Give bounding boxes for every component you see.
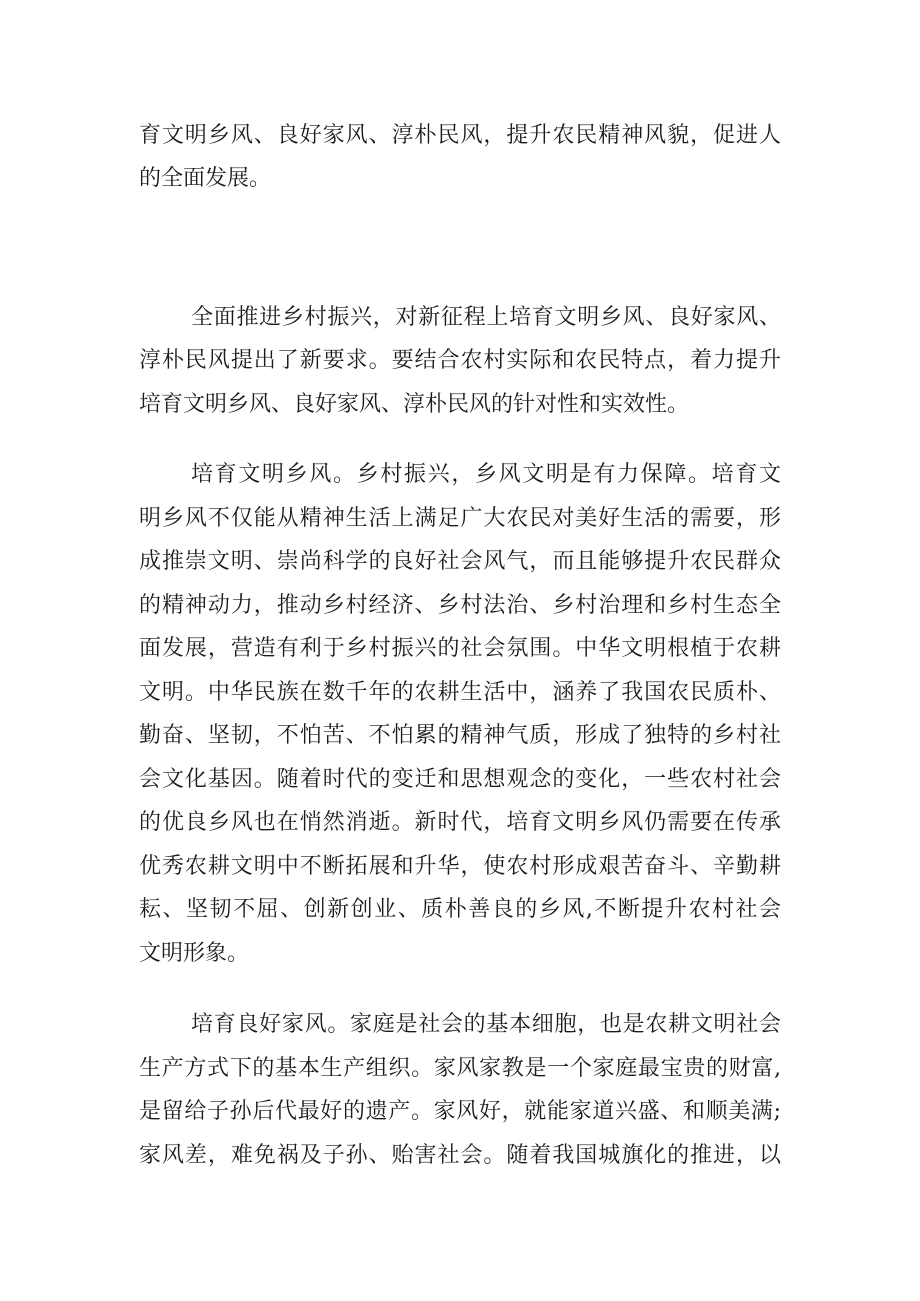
paragraph-3-line-3: 成推崇文明、崇尚科学的良好社会风气，而且能够提升农民群众 (139, 549, 781, 574)
paragraph-1-line-1: 育文明乡风、良好家风、淳朴民风，提升农民精神风貌，促进人 (139, 123, 781, 148)
paragraph-3-line-7: 勤奋、坚韧，不怕苦、不怕累的精神气质，形成了独特的乡村社 (139, 723, 781, 748)
paragraph-1-line-2: 的全面发展。 (139, 166, 272, 191)
paragraph-3-line-9: 的优良乡风也在悄然消逝。新时代，培育文明乡风仍需要在传承 (139, 810, 781, 835)
paragraph-4-line-2: 生产方式下的基本生产组织。家风家教是一个家庭最宝贵的财富, (139, 1056, 781, 1081)
paragraph-3-line-1: 培育文明乡风。乡村振兴，乡风文明是有力保障。培育文 (191, 462, 781, 487)
paragraph-2-line-1: 全面推进乡村振兴，对新征程上培育文明乡风、良好家风、 (191, 305, 781, 330)
paragraph-3-line-4: 的精神动力，推动乡村经济、乡村法治、乡村治理和乡村生态全 (139, 593, 781, 618)
paragraph-3-line-2: 明乡风不仅能从精神生活上满足广大农民对美好生活的需要，形 (139, 506, 781, 531)
paragraph-3-line-11: 耘、坚韧不屈、创新创业、质朴善良的乡风,不断提升农村社会 (139, 897, 781, 922)
paragraph-3-line-5: 面发展，营造有利于乡村振兴的社会氛围。中华文明根植于农耕 (139, 636, 781, 661)
paragraph-3-line-8: 会文化基因。随着时代的变迁和思想观念的变化，一些农村社会 (139, 767, 781, 792)
paragraph-4-line-1: 培育良好家风。家庭是社会的基本细胞，也是农耕文明社会 (191, 1012, 781, 1037)
paragraph-4-line-4: 家风差，难免祸及子孙、贻害社会。随着我国城旗化的推进，以 (139, 1143, 781, 1168)
paragraph-4-line-3: 是留给子孙后代最好的遗产。家风好，就能家道兴盛、和顺美满; (139, 1099, 781, 1124)
paragraph-3-line-10: 优秀农耕文明中不断拓展和升华，使农村形成艰苦奋斗、辛勤耕 (139, 854, 781, 879)
paragraph-3-line-12: 文明形象。 (139, 941, 250, 966)
paragraph-2-line-2: 淳朴民风提出了新要求。要结合农村实际和农民特点，着力提升 (139, 348, 781, 373)
paragraph-2-line-3: 培育文明乡风、良好家风、淳朴民风的针对性和实效性。 (139, 392, 690, 417)
paragraph-3-line-6: 文明。中华民族在数千年的农耕生活中，涵养了我国农民质朴、 (139, 680, 781, 705)
